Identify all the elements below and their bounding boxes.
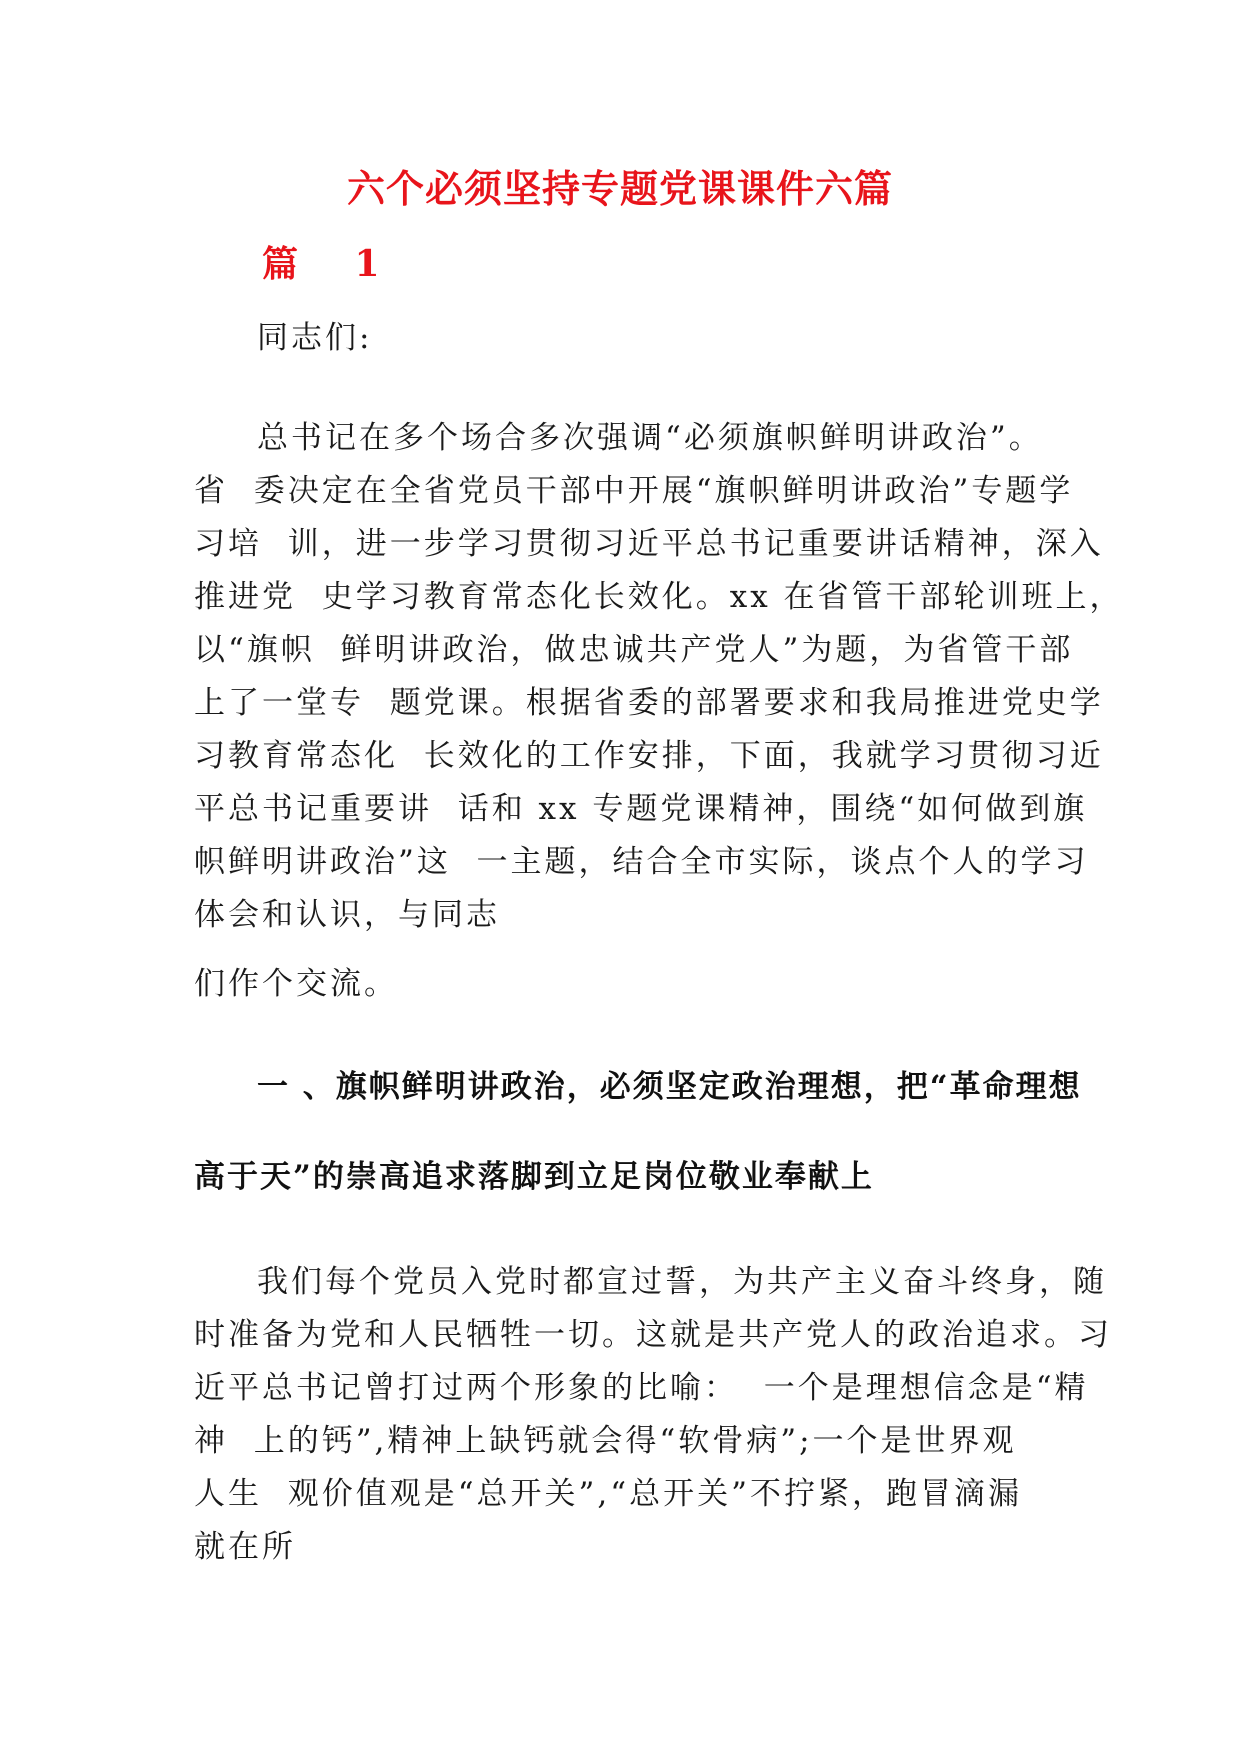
paragraph-line: 习教育常态化 长效化的工作安排，下面，我就学习贯彻习近 [194,738,1104,774]
heading-line: 高于天”的崇高追求落脚到立足岗位敬业奉献上 [194,1159,874,1195]
document-title: 六个必须坚持专题党课课件六篇 [346,166,893,211]
paragraph-line: 就在所 [194,1529,296,1565]
paragraph-line: 推进党 史学习教育常态化长效化。xx 在省管干部轮训班上， [194,579,1124,615]
paragraph-line: 以“旗帜 鲜明讲政治，做忠诚共产党人”为题，为省管干部 [194,632,1074,668]
paragraph-line: 人生 观价值观是“总开关”,“总开关”不拧紧，跑冒滴漏 [194,1476,1022,1512]
paragraph-line: 们作个交流。 [194,966,398,1002]
paragraph-line: 平总书记重要讲 话和 xx 专题党课精神，围绕“如何做到旗 [194,791,1088,827]
paragraph-line: 总书记在多个场合多次强调“必须旗帜鲜明讲政治”。 [257,420,1043,456]
heading-line: 一 、旗帜鲜明讲政治，必须坚定政治理想，把“革命理想 [257,1069,1082,1105]
greeting: 同志们: [257,320,373,356]
paragraph-line: 体会和认识，与同志 [194,897,500,933]
paragraph-line: 习培 训，进一步学习贯彻习近平总书记重要讲话精神，深入 [194,526,1104,562]
paragraph-line: 时准备为党和人民牺牲一切。这就是共产党人的政治追求。习 [194,1317,1112,1353]
paragraph-line: 上了一堂专 题党课。根据省委的部署要求和我局推进党史学 [194,685,1104,721]
paragraph-line: 省 委决定在全省党员干部中开展“旗帜鲜明讲政治”专题学 [194,473,1074,509]
paragraph-line: 我们每个党员入党时都宣过誓，为共产主义奋斗终身，随 [257,1264,1107,1300]
paragraph-line: 近平总书记曾打过两个形象的比喻： 一个是理想信念是“精 [194,1370,1089,1406]
paragraph-line: 神 上的钙”,精神上缺钙就会得“软骨病”;一个是世界观 [194,1423,1017,1459]
paragraph-line: 帜鲜明讲政治”这 一主题，结合全市实际，谈点个人的学习 [194,844,1089,880]
document-subtitle: 篇 1 [262,243,402,285]
